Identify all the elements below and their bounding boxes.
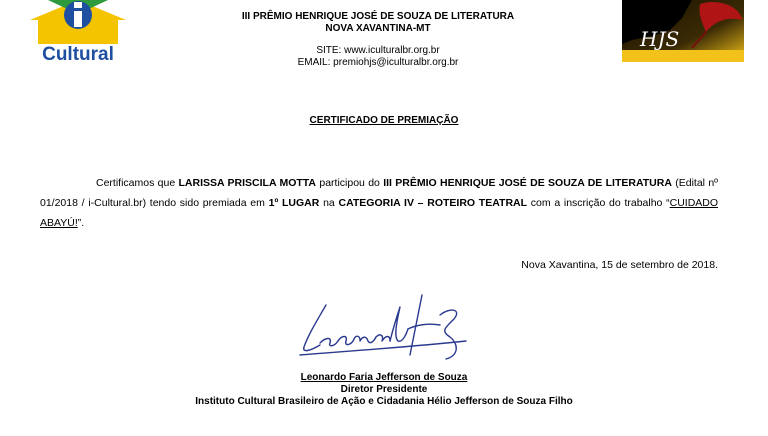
icultural-logo	[22, 0, 134, 66]
header-email: EMAIL: premiohjs@iculturalbr.org.br	[297, 57, 459, 68]
award-place: 1º LUGAR	[268, 197, 320, 209]
signatory-role: Diretor Presidente	[340, 384, 428, 395]
body-text-1: Certificamos que	[96, 177, 179, 189]
certificate-title: CERTIFICADO DE PREMIAÇÃO	[309, 115, 459, 126]
handwritten-signature	[290, 285, 480, 365]
place-date: Nova Xavantina, 15 de setembro de 2018.	[521, 259, 718, 271]
header-location: NOVA XAVANTINA-MT	[325, 23, 431, 34]
body-text-6: ”.	[77, 217, 85, 229]
body-text-3: (Edital nº 01/2018 / i-Cultural.br) tendo sido premiada em	[40, 177, 719, 209]
body-text-4: na	[319, 197, 339, 209]
certificate-body	[40, 173, 718, 233]
document-header	[210, 11, 546, 69]
body-text-5: com a inscrição do trabalho “	[527, 197, 670, 209]
logo-wordmark: Cultural	[42, 44, 114, 65]
header-site: SITE: www.iculturalbr.org.br	[316, 45, 440, 56]
signature-block	[0, 372, 768, 408]
hjs-logo	[622, 0, 744, 62]
body-text-2: participou do	[316, 177, 384, 189]
header-title: III PRÊMIO HENRIQUE JOSÉ DE SOUZA DE LITERATURA	[241, 11, 515, 22]
award-category: CATEGORIA IV – ROTEIRO TEATRAL	[338, 197, 528, 209]
recipient-name: LARISSA PRISCILA MOTTA	[178, 177, 317, 189]
work-title: CUIDADO ABAYÚ!	[40, 197, 719, 229]
signatory-name: Leonardo Faria Jefferson de Souza	[300, 372, 468, 383]
icultural-house-mark	[22, 0, 134, 46]
prize-name: III PRÊMIO HENRIQUE JOSÉ DE SOUZA DE LITERATURA	[383, 177, 672, 189]
signatory-institution: Instituto Cultural Brasileiro de Ação e Cidadania Hélio Jefferson de Souza Filho	[195, 396, 573, 407]
hjs-logo-text: HJS	[640, 27, 680, 51]
